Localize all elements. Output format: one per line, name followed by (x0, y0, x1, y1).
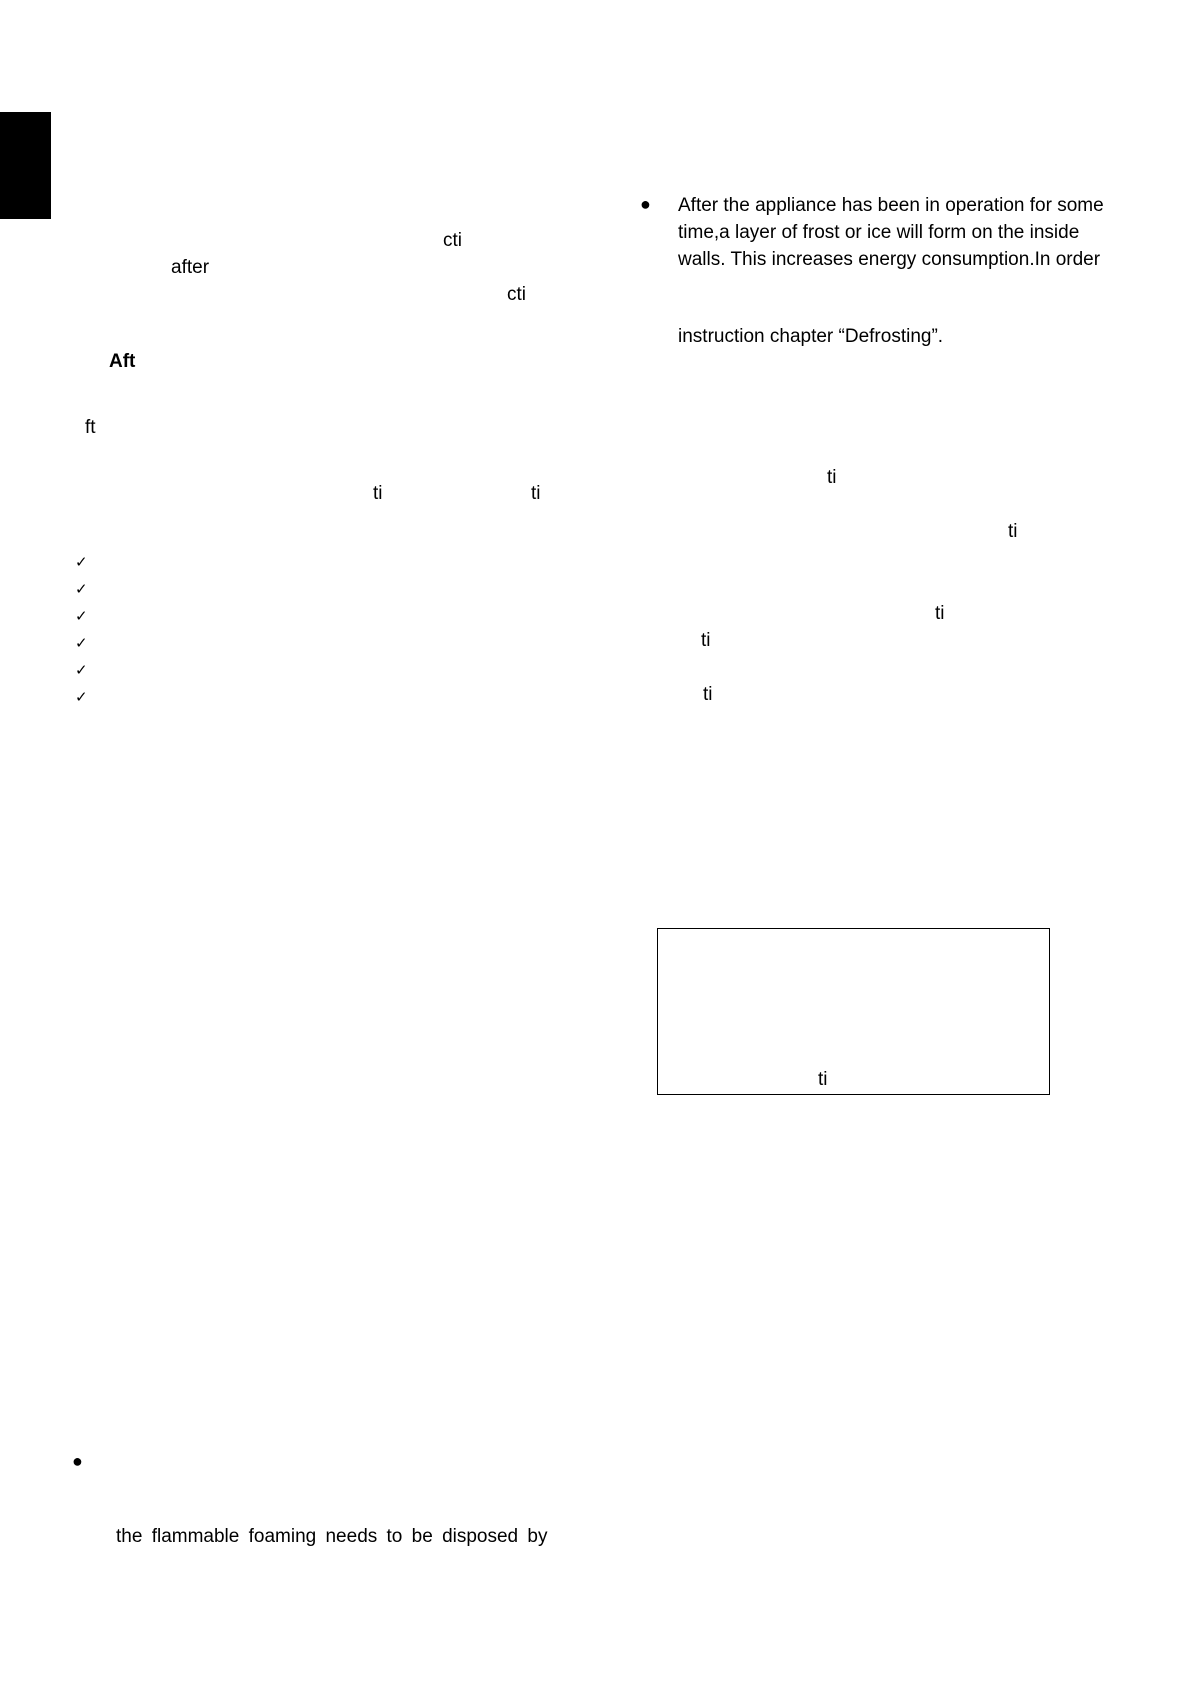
check-icon: ✓ (75, 581, 88, 598)
text-fragment: cti (507, 284, 526, 305)
paragraph-line: walls. This increases energy consumption.In order (678, 249, 1101, 270)
text-fragment: cti (443, 230, 462, 251)
frost-paragraph (678, 192, 1148, 273)
check-icon: ✓ (75, 635, 88, 652)
text-fragment: after (171, 257, 210, 278)
text-fragment: ti (531, 483, 541, 504)
text-fragment: ti (703, 684, 713, 705)
check-icon: ✓ (75, 554, 88, 571)
instruction-line: instruction chapter “Defrosting”. (678, 326, 944, 347)
text-fragment: ti (827, 467, 837, 488)
section-tab-marker (0, 112, 51, 219)
bullet-icon: ● (640, 194, 651, 214)
paragraph-line: time,a layer of frost or ice will form on the inside (678, 222, 1080, 243)
text-fragment-bold: Aft (109, 351, 136, 372)
check-icon: ✓ (75, 689, 88, 706)
text-fragment: ti (373, 483, 383, 504)
note-box (657, 928, 1050, 1095)
paragraph-line: After the appliance has been in operation for some (678, 195, 1104, 216)
check-icon: ✓ (75, 608, 88, 625)
disposal-text-line: the flammable foaming needs to be disposed by (116, 1526, 548, 1547)
bullet-icon: ● (72, 1451, 83, 1471)
text-fragment: ti (1008, 521, 1018, 542)
text-fragment: ti (818, 1069, 828, 1090)
text-fragment: ft (85, 417, 96, 438)
text-fragment: ti (935, 603, 945, 624)
check-icon: ✓ (75, 662, 88, 679)
text-fragment: ti (701, 630, 711, 651)
